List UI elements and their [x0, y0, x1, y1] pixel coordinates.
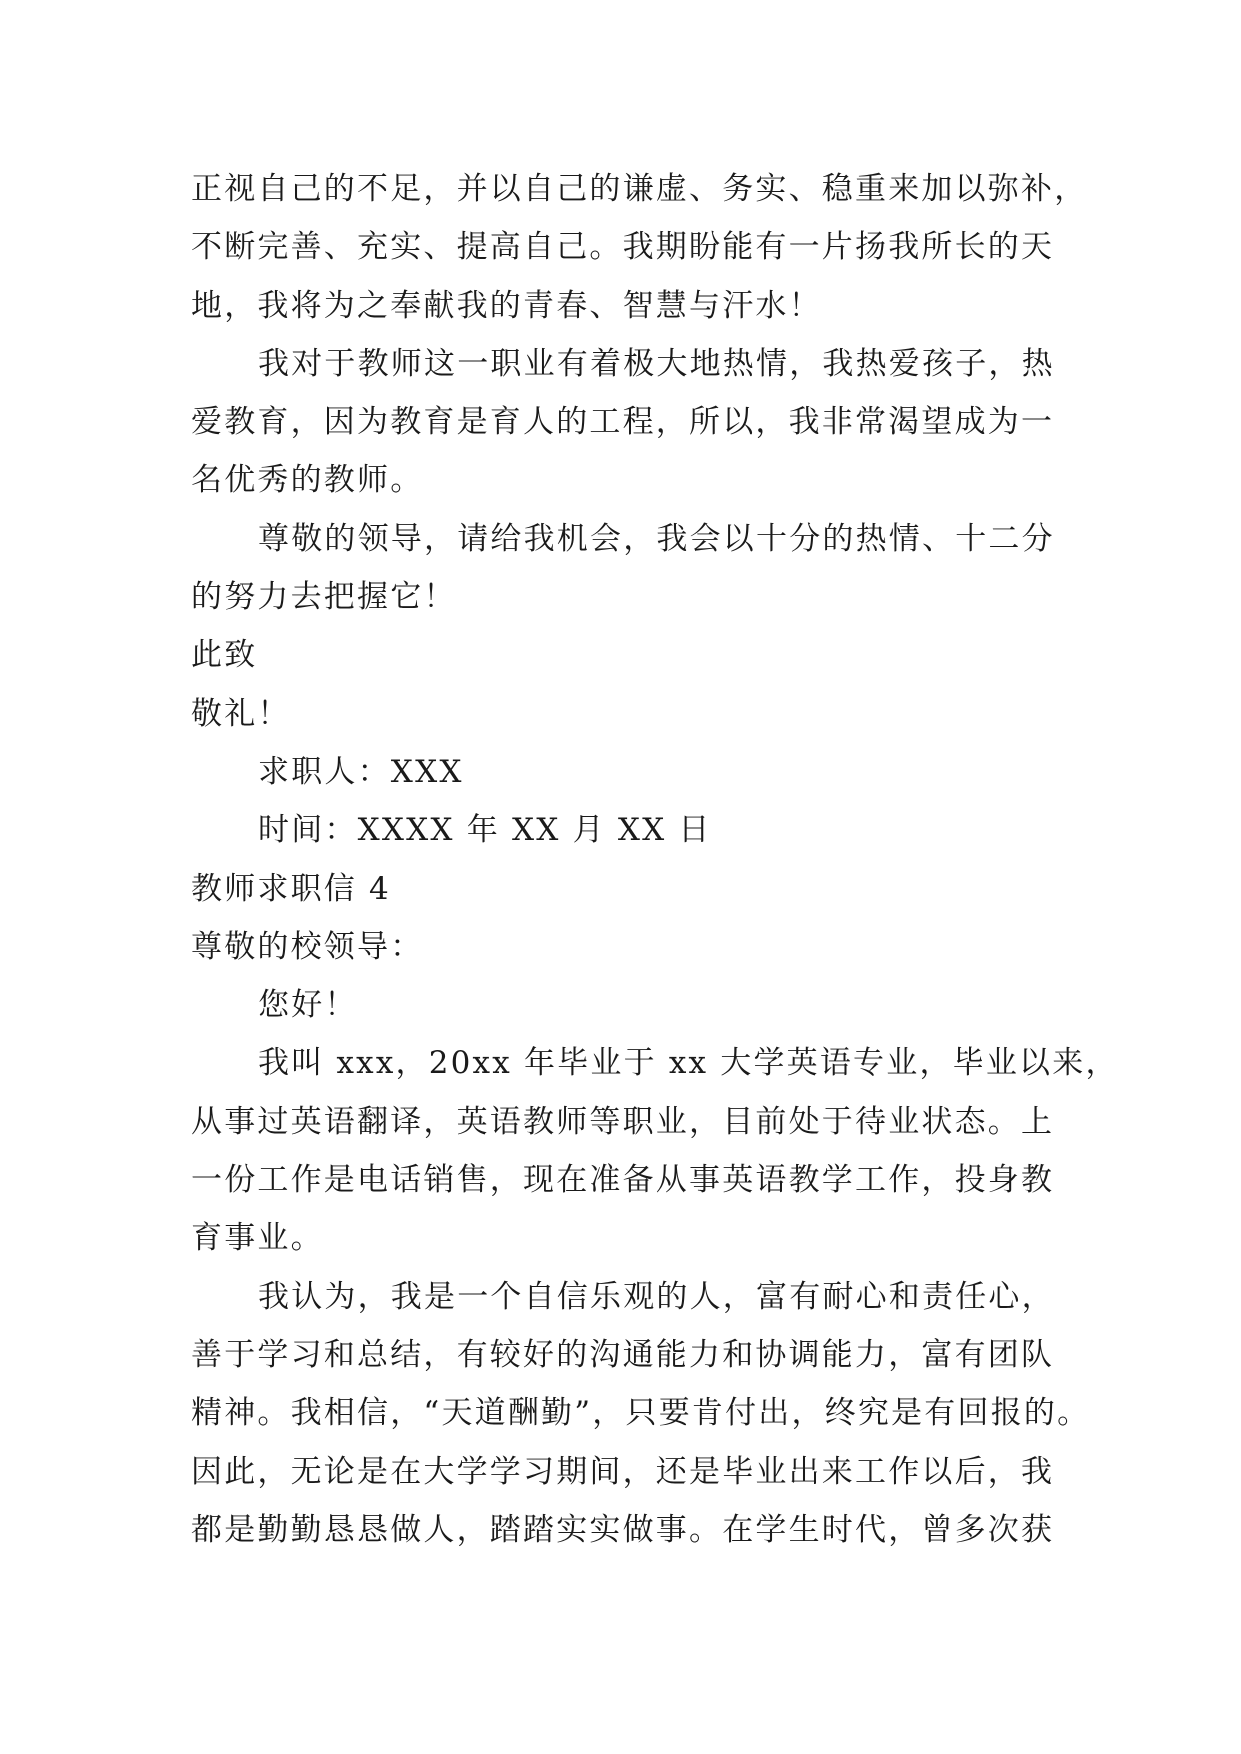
- signature-applicant: 求职人：XXX: [258, 753, 464, 790]
- text-line: 地，我将为之奉献我的青春、智慧与汗水！: [191, 287, 822, 324]
- text-line: 都是勤勤恳恳做人，踏踏实实做事。在学生时代，曾多次获: [191, 1511, 1055, 1548]
- text-line: 从事过英语翻译，英语教师等职业，目前处于待业状态。上: [191, 1103, 1055, 1140]
- document-body: [191, 160, 1191, 1559]
- text-line: 正视自己的不足，并以自己的谦虚、务实、稳重来加以弥补，: [191, 171, 1088, 207]
- closing-regards: 敬礼！: [191, 695, 291, 732]
- letter-hello: 您好！: [258, 987, 358, 1024]
- section-title: 教师求职信 4: [191, 870, 391, 907]
- text-line: 的努力去把握它！: [191, 579, 457, 616]
- paragraph-first-line: 尊敬的领导，请给我机会，我会以十分的热情、十二分: [258, 520, 1055, 557]
- closing-salutation: 此致: [191, 637, 258, 674]
- paragraph-first-line: 我对于教师这一职业有着极大地热情，我热爱孩子，热: [258, 345, 1055, 382]
- text-line: 爱教育，因为教育是育人的工程，所以，我非常渴望成为一: [191, 404, 1055, 441]
- text-line: 一份工作是电话销售，现在准备从事英语教学工作，投身教: [191, 1162, 1055, 1199]
- text-line: 因此，无论是在大学学习期间，还是毕业出来工作以后，我: [191, 1453, 1055, 1490]
- paragraph-first-line: 我认为，我是一个自信乐观的人，富有耐心和责任心，: [258, 1278, 1055, 1315]
- letter-greeting: 尊敬的校领导：: [191, 928, 424, 965]
- signature-date: 时间：XXXX 年 XX 月 XX 日: [258, 812, 712, 849]
- text-line: 名优秀的教师。: [191, 462, 424, 499]
- paragraph-first-line: 我叫 xxx，20xx 年毕业于 xx 大学英语专业，毕业以来，: [258, 1045, 1119, 1082]
- text-line: 精神。我相信，“天道酬勤”，只要肯付出，终究是有回报的。: [191, 1395, 1091, 1432]
- text-line: 育事业。: [191, 1220, 324, 1257]
- text-line: 善于学习和总结，有较好的沟通能力和协调能力，富有团队: [191, 1336, 1055, 1373]
- text-line: 不断完善、充实、提高自己。我期盼能有一片扬我所长的天: [191, 229, 1055, 266]
